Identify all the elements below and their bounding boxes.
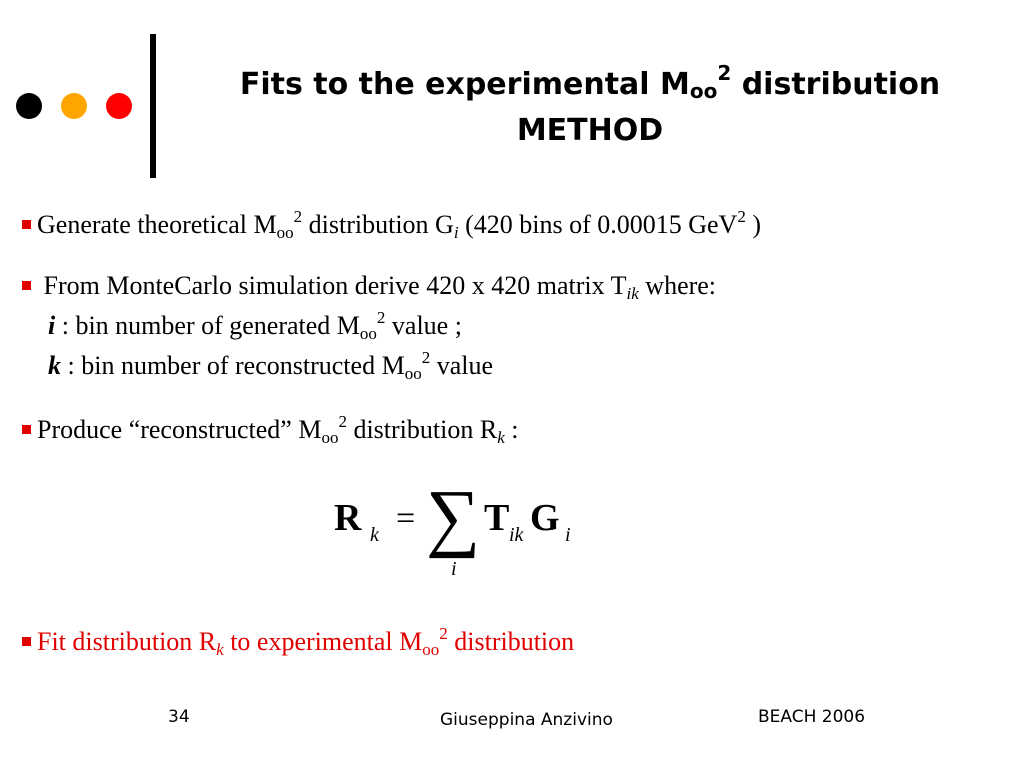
event-name: BEACH 2006 (758, 707, 866, 727)
eq-T-sub: ik (509, 524, 524, 546)
eq-R-sub: k (370, 524, 379, 546)
definition-i: i : bin number of generated $M_{oo}^2$ value ; (48, 308, 462, 343)
bullet-marker (22, 637, 31, 646)
bullet-marker (22, 281, 31, 290)
dot-red (106, 93, 132, 119)
bullet-fit: Fit distribution $R_k$ to experimental $M_{oo}^2$ distribution (22, 622, 574, 662)
definition-k: k : bin number of reconstructed $M_{oo}^2$ value (48, 348, 493, 383)
dot-orange (61, 93, 87, 119)
page-number: 34 (168, 707, 190, 727)
eq-sum-index: i (451, 558, 457, 580)
slide-title: Fits to the experimental $M_{oo}^2$ distribution METHOD (239, 61, 941, 148)
bullet-produce: Produce “reconstructed” $M_{oo}^2$ distribution $R_k$ : (22, 410, 518, 450)
bullet-montecarlo: From MonteCarlo simulation derive 420 x 420 matrix $T_{ik}$ where: i : bin number of generated $M_{oo}^2$ value ; k : bin number of reconstructed $M_{oo}^2$ value (22, 266, 716, 386)
bullet-marker (22, 220, 31, 229)
author: Giuseppina Anzivino (440, 710, 613, 730)
eq-T: T (484, 497, 510, 539)
bullet-generate: Generate theoretical $M_{oo}^2$ distribution $G_i$ (420 bins of 0.00015 GeV$^2$ ) (22, 205, 761, 245)
eq-G: G (530, 497, 560, 539)
eq-R: R (334, 497, 362, 539)
dot-black (16, 93, 42, 119)
eq-G-sub: i (565, 524, 571, 546)
title-divider (150, 34, 156, 178)
eq-sum: ∑ (426, 475, 481, 559)
eq-equals: = (396, 500, 416, 537)
bullet-marker (22, 425, 31, 434)
